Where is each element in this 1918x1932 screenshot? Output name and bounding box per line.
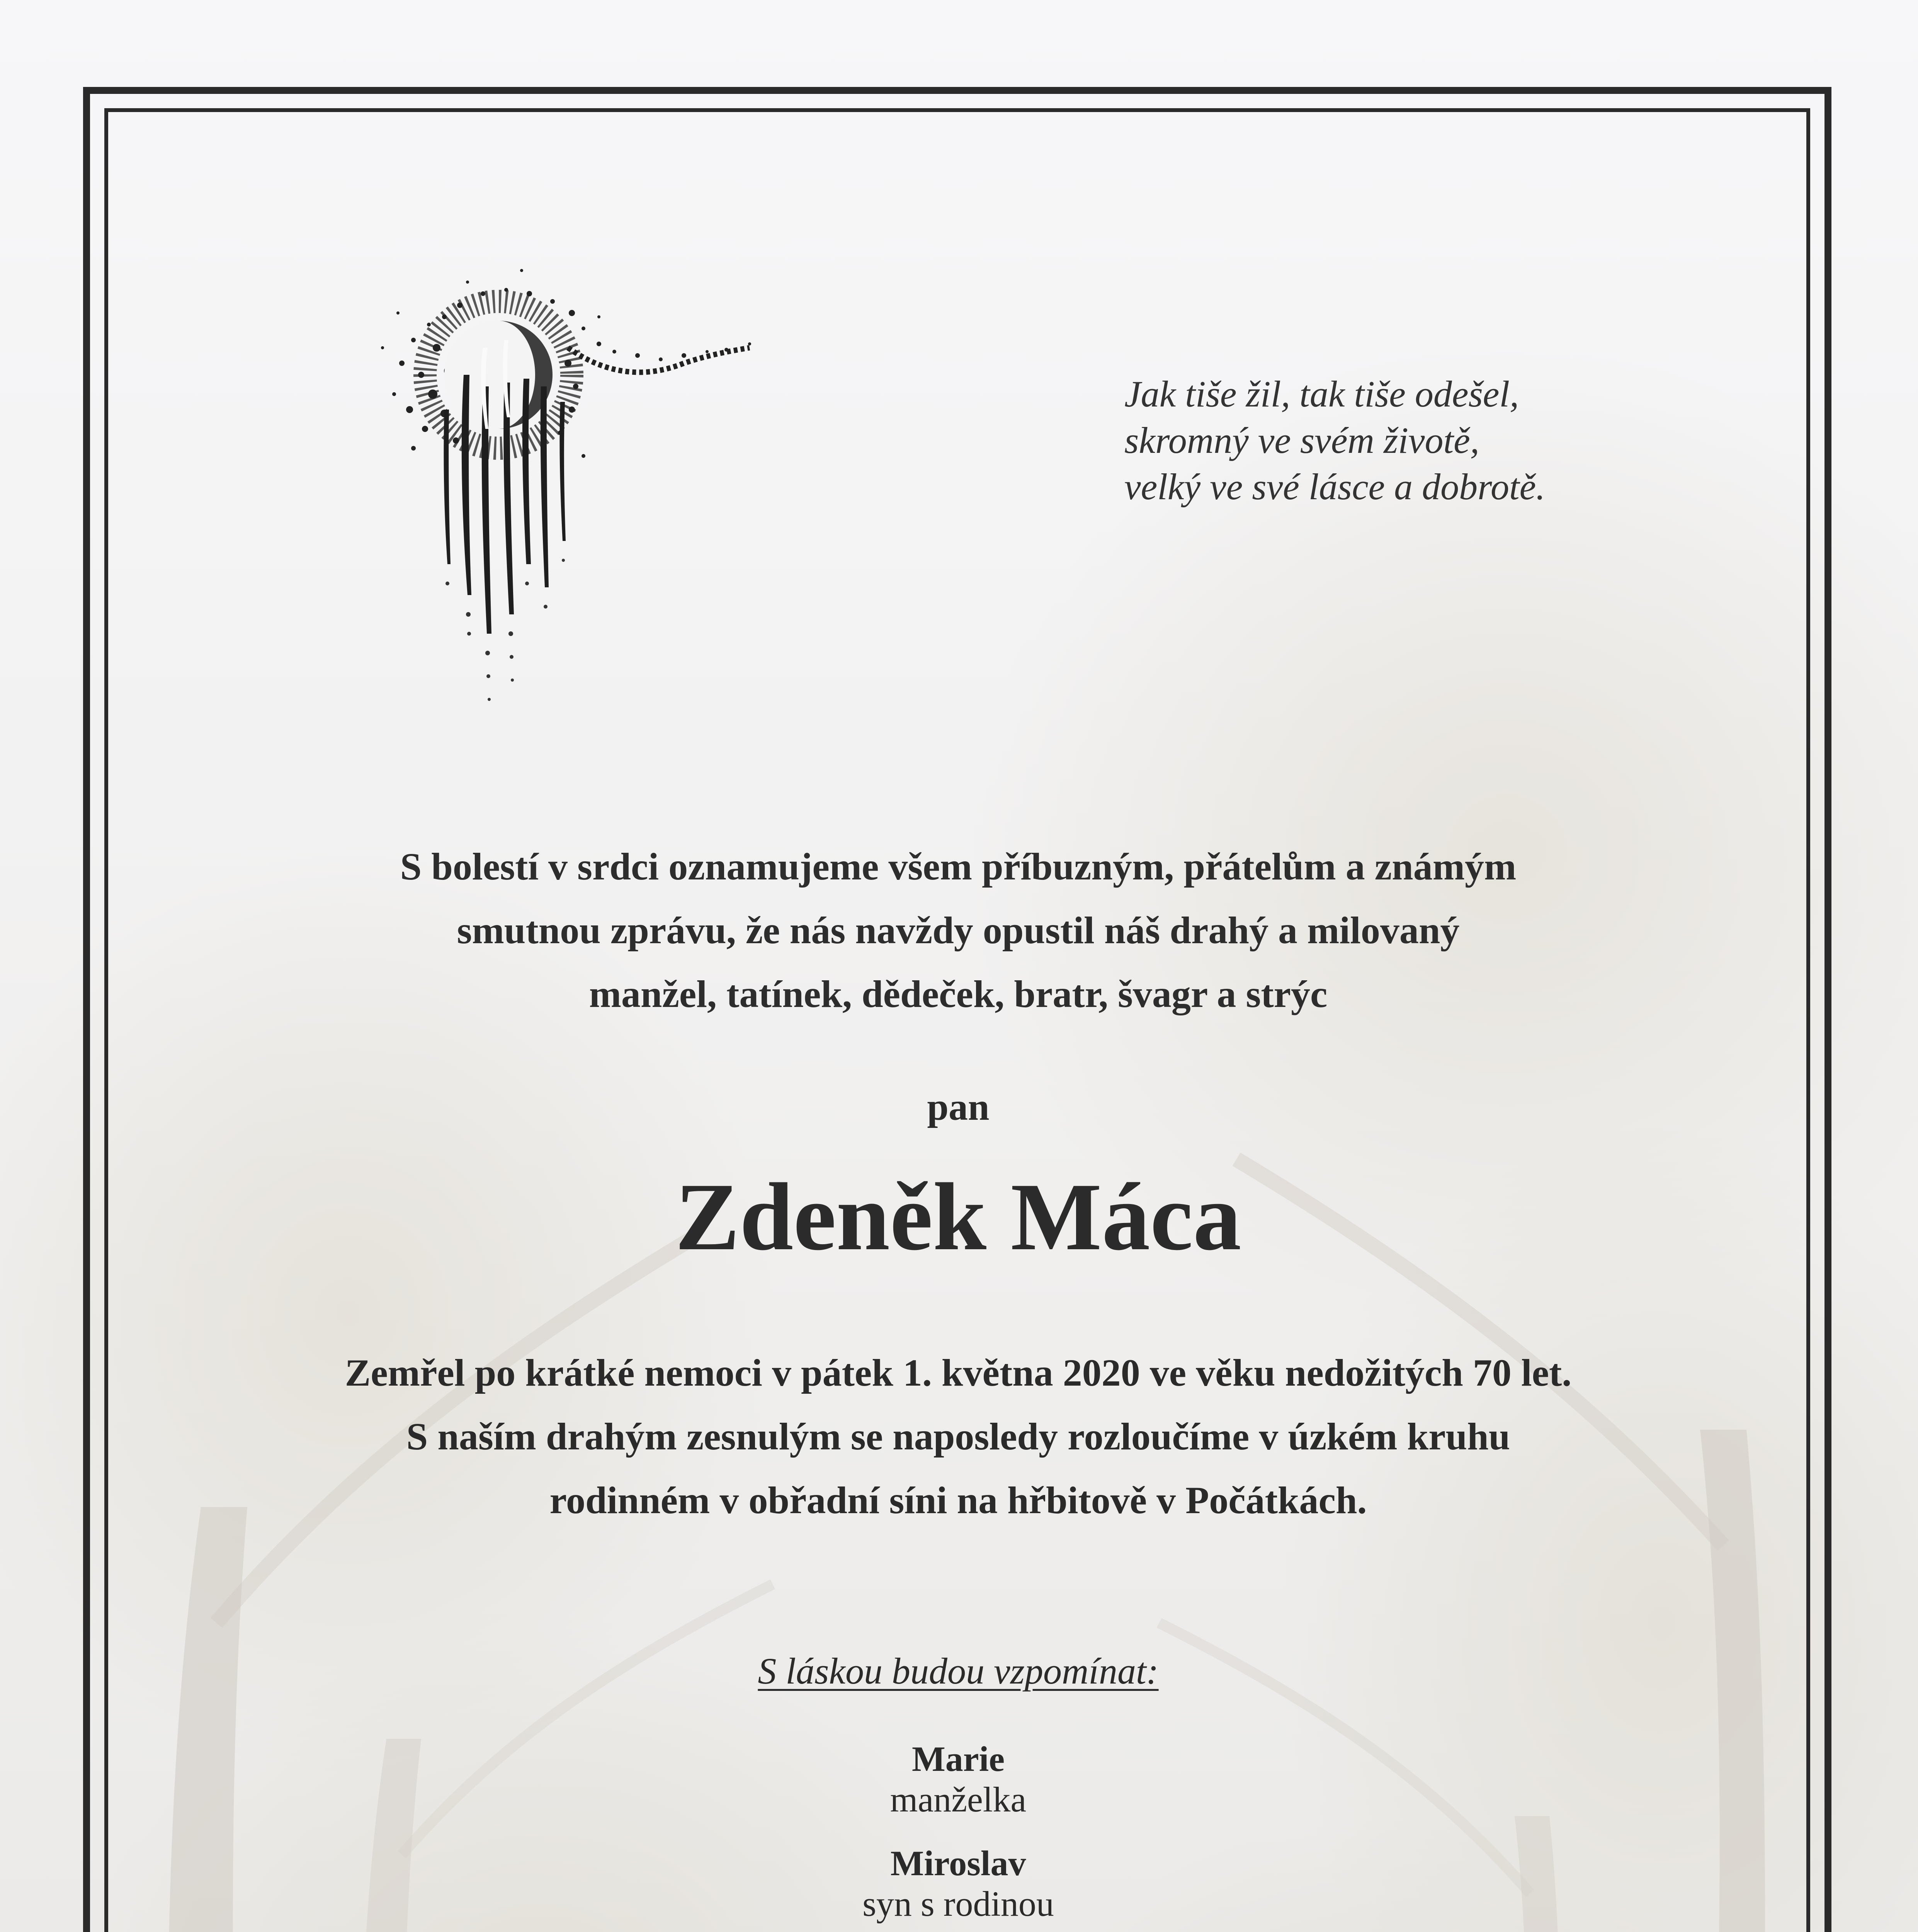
motto-line: skromný ve svém životě, bbox=[1124, 420, 1479, 461]
mourners-heading bbox=[185, 1646, 1731, 1696]
mourner-name: Miroslav bbox=[890, 1844, 1026, 1883]
announcement-text bbox=[185, 835, 1731, 1026]
mourner-relation: manželka bbox=[890, 1780, 1027, 1819]
mourner-entry bbox=[185, 1739, 1731, 1820]
announcement-line: S bolestí v srdci oznamujeme všem příbuzným, přátelům a známým bbox=[400, 845, 1517, 888]
death-info-text bbox=[185, 1341, 1731, 1532]
death-info-line: S naším drahým zesnulým se naposledy rozloučíme v úzkém kruhu bbox=[406, 1415, 1510, 1458]
mourners-heading-text: S láskou budou vzpomínat: bbox=[758, 1650, 1159, 1692]
announcement-line: smutnou zprávu, že nás navždy opustil náš drahý a milovaný bbox=[457, 909, 1460, 952]
motto-line: Jak tiše žil, tak tiše odešel, bbox=[1124, 373, 1519, 415]
mourners-list bbox=[185, 1739, 1731, 1932]
mourner-relation: syn s rodinou bbox=[862, 1884, 1054, 1923]
mourner-entry bbox=[185, 1843, 1731, 1924]
motto-line: velký ve své lásce a dobrotě. bbox=[1124, 466, 1546, 507]
moon-willow-ornament-icon bbox=[367, 247, 792, 730]
announcement-line: manžel, tatínek, dědeček, bratr, švagr a strýc bbox=[589, 973, 1328, 1015]
death-info-line: Zemřel po krátké nemoci v pátek 1. května 2020 ve věku nedožitých 70 let. bbox=[345, 1351, 1572, 1394]
motto-verse bbox=[1124, 371, 1665, 510]
death-info-line: rodinném v obřadní síni na hřbitově v Počátkách. bbox=[549, 1479, 1367, 1522]
deceased-name: Zdeněk Máca bbox=[675, 1163, 1241, 1270]
mourner-name: Marie bbox=[911, 1739, 1005, 1779]
salutation: pan bbox=[927, 1085, 990, 1128]
